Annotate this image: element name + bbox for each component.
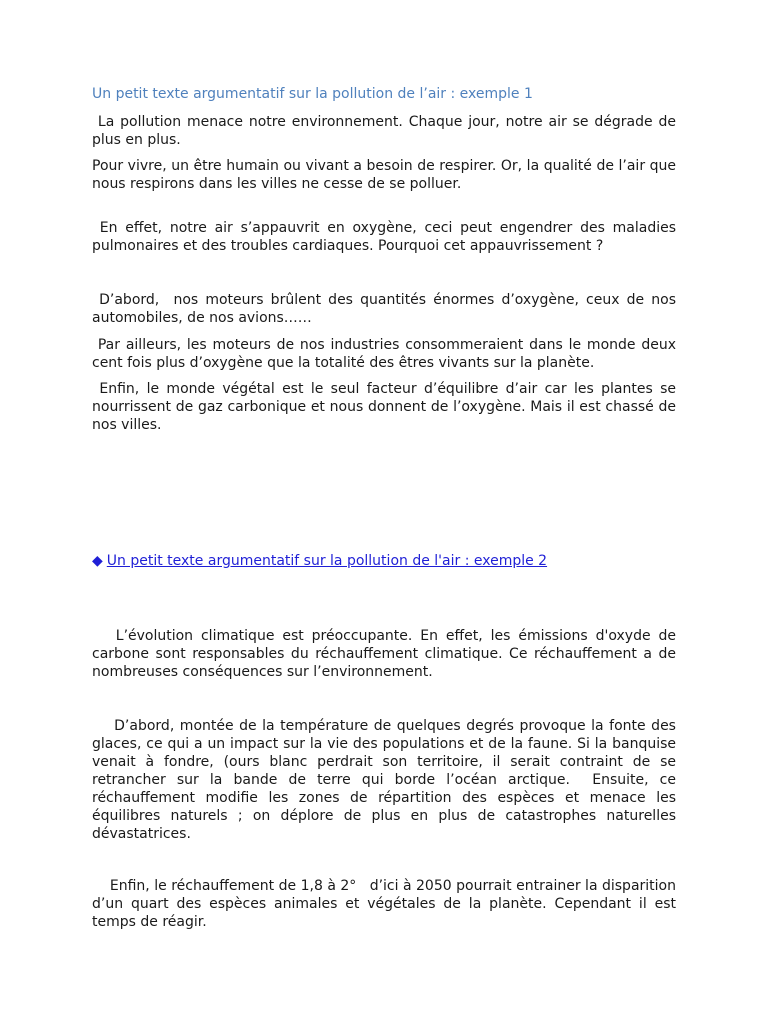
example-2-paragraph-3: Enfin, le réchauffement de 1,8 à 2° d’ici à 2050 pourrait entrainer la disparition d’un quart des espèces animales et végétales de la planète. Cependant il est temps de réagir. bbox=[92, 878, 681, 930]
example-1-paragraph-1: La pollution menace notre environnement. Chaque jour, notre air se dégrade de plus en plus. bbox=[92, 114, 681, 148]
example-1-paragraph-2: Pour vivre, un être humain ou vivant a besoin de respirer. Or, la qualité de l’air que nous respirons dans les villes ne cesse de se polluer. bbox=[92, 158, 676, 192]
example-1-heading: Un petit texte argumentatif sur la pollution de l’air : exemple 1 bbox=[92, 86, 533, 102]
diamond-bullet-icon: ◆ bbox=[92, 553, 103, 569]
example-2-paragraph-1: L’évolution climatique est préoccupante. En effet, les émissions d'oxyde de carbone sont responsables du réchauffement climatique. Ce réchauffement a de nombreuses conséquences sur l’environnement. bbox=[92, 628, 681, 680]
example-1-paragraph-4: D’abord, nos moteurs brûlent des quantités énormes d’oxygène, ceux de nos automobiles, de nos avions…… bbox=[92, 292, 681, 326]
example-2-paragraph-2: D’abord, montée de la température de quelques degrés provoque la fonte des glaces, ce qui a un impact sur la vie des populations et de la faune. Si la banquise venait à fondre, (ours blanc perdrait son territoire, il serait contraint de se retrancher sur la bande de terre qui borde l’océan arctique. Ensuite, ce réchauffement modifie les zones de répartition des espèces et menace les équilibres naturels ; on déplore de plus en plus de catastrophes naturelles dévastatrices. bbox=[92, 718, 681, 842]
example-1-paragraph-6: Enfin, le monde végétal est le seul facteur d’équilibre d’air car les plantes se nourrissent de gaz carbonique et nous donnent de l’oxygène. Mais il est chassé de nos villes. bbox=[92, 381, 681, 433]
example-1-paragraph-5: Par ailleurs, les moteurs de nos industries consommeraient dans le monde deux cent fois plus d’oxygène que la totalité des êtres vivants sur la planète. bbox=[92, 337, 681, 371]
example-2-link[interactable] bbox=[92, 552, 547, 570]
example-1-paragraph-3: En effet, notre air s’appauvrit en oxygène, ceci peut engendrer des maladies pulmonaires et des troubles cardiaques. Pourquoi cet appauvrissement ? bbox=[92, 220, 681, 254]
example-2-link-label: Un petit texte argumentatif sur la pollution de l'air : exemple 2 bbox=[106, 553, 548, 569]
